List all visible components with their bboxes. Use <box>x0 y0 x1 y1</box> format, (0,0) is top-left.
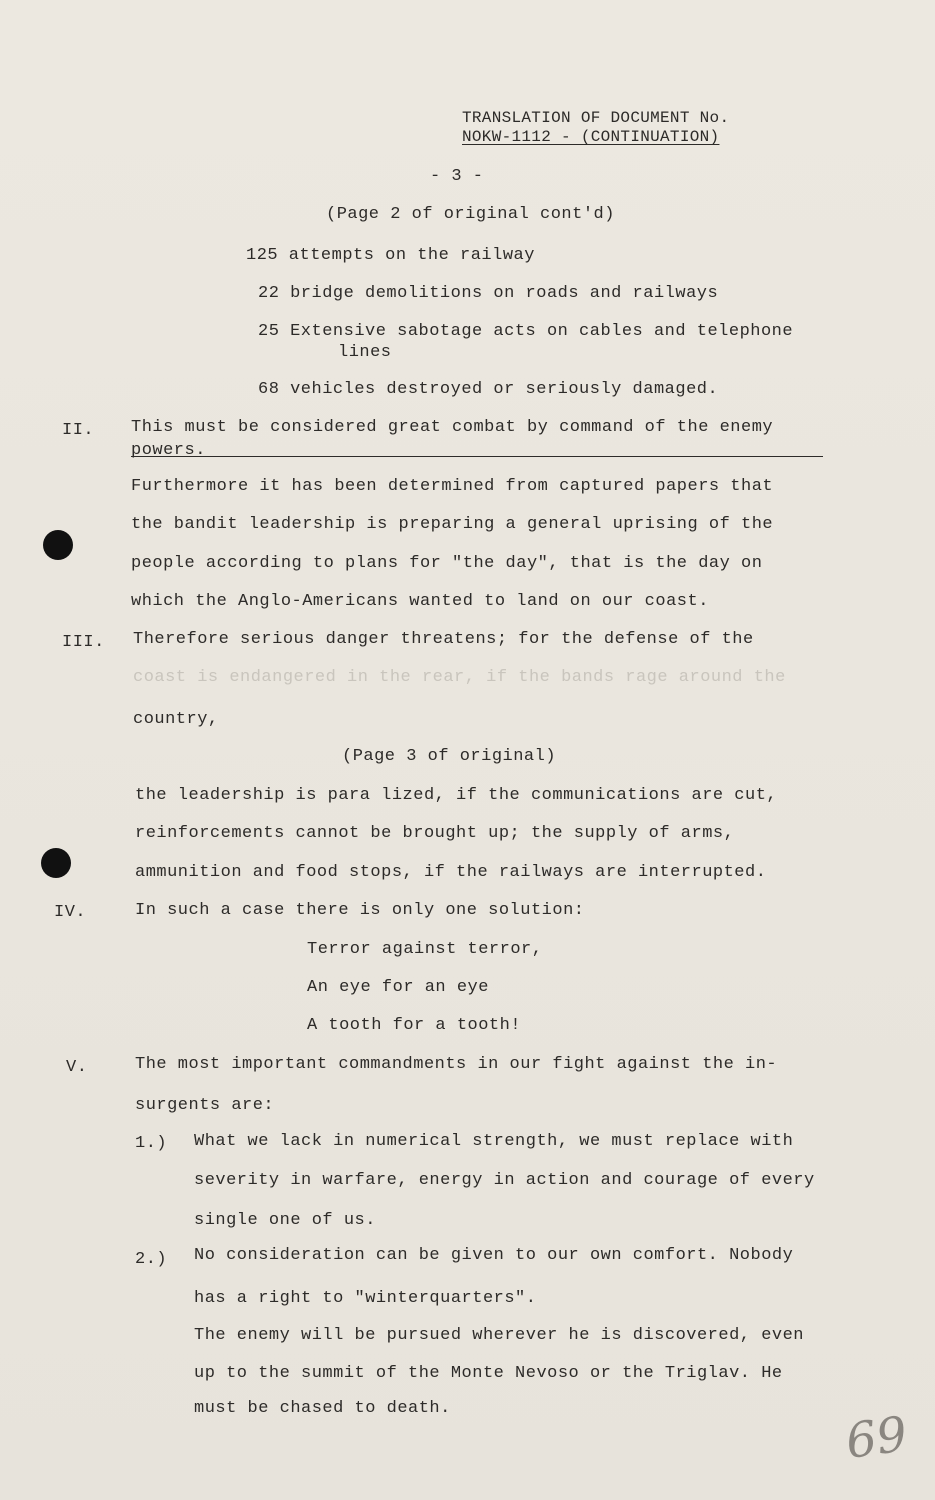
punch-hole <box>43 530 73 560</box>
faded-text: coast is endangered in the rear, if the bands rage around the <box>133 668 786 687</box>
document-number: NOKW-1112 - (CONTINUATION) <box>462 128 720 146</box>
body-text: up to the summit of the Monte Nevoso or the Triglav. He <box>194 1364 783 1383</box>
body-text: must be chased to death. <box>194 1399 451 1418</box>
page-note: (Page 3 of original) <box>342 747 557 766</box>
body-text: which the Anglo-Americans wanted to land on our coast. <box>131 592 709 611</box>
body-text: The enemy will be pursued wherever he is discovered, even <box>194 1326 804 1345</box>
body-text: Therefore serious danger threatens; for the defense of the <box>133 630 754 649</box>
body-text: Furthermore it has been determined from captured papers that <box>131 477 774 496</box>
body-text: This must be considered great combat by command of the enemy <box>131 418 774 437</box>
list-item: 22 bridge demolitions on roads and railways <box>258 284 719 303</box>
slogan: Terror against terror, <box>307 940 543 959</box>
body-text: The most important commandments in our fight against the in- <box>135 1055 778 1074</box>
body-text: surgents are: <box>135 1096 275 1115</box>
punch-hole <box>41 848 71 878</box>
body-text: has a right to "winterquarters". <box>194 1289 537 1308</box>
item-number: 1.) <box>135 1134 168 1153</box>
item-number: 2.) <box>135 1250 168 1269</box>
body-text: reinforcements cannot be brought up; the supply of arms, <box>135 824 735 843</box>
body-text: the bandit leadership is preparing a general uprising of the <box>131 515 774 534</box>
list-item: 68 vehicles destroyed or seriously damaged. <box>258 380 719 399</box>
section-numeral: IV. <box>54 903 87 922</box>
body-text: single one of us. <box>194 1211 376 1230</box>
body-text: severity in warfare, energy in action and courage of every <box>194 1171 815 1190</box>
list-item: 125 attempts on the railway <box>246 246 535 265</box>
body-text: people according to plans for "the day", that is the day on <box>131 554 763 573</box>
body-text: the leadership is para lized, if the communications are cut, <box>135 786 778 805</box>
section-numeral: II. <box>62 421 95 440</box>
body-text: ammunition and food stops, if the railways are interrupted. <box>135 863 767 882</box>
section-numeral: III. <box>62 633 105 652</box>
list-item: 25 Extensive sabotage acts on cables and telephone <box>258 322 794 341</box>
list-item-continuation: lines <box>338 343 392 362</box>
body-text: country, <box>133 710 219 729</box>
page-note: (Page 2 of original cont'd) <box>326 205 615 224</box>
section-numeral: V. <box>66 1058 88 1077</box>
page-number: - 3 - <box>430 167 484 186</box>
handwritten-page-number: 69 <box>842 1406 911 1470</box>
slogan: An eye for an eye <box>307 978 489 997</box>
underline-rule <box>131 456 823 457</box>
slogan: A tooth for a tooth! <box>307 1016 522 1035</box>
header-title: TRANSLATION OF DOCUMENT No. <box>462 109 730 127</box>
body-text: No consideration can be given to our own comfort. Nobody <box>194 1246 794 1265</box>
body-text: powers. <box>131 441 206 460</box>
body-text: What we lack in numerical strength, we must replace with <box>194 1132 794 1151</box>
body-text: In such a case there is only one solution: <box>135 901 585 920</box>
